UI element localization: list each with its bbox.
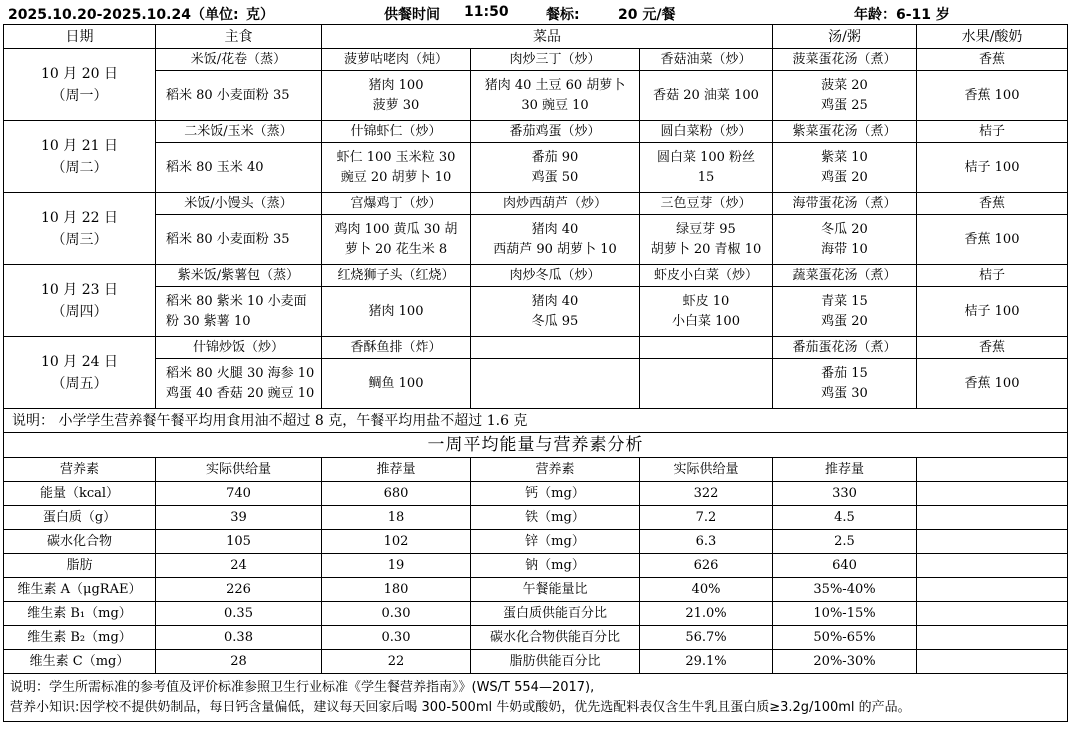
- soup-qty-line: 冬瓜 20: [821, 221, 868, 237]
- soup-name: 番茄蛋花汤（煮）: [773, 337, 917, 359]
- nutrient-cell: 锌（mg）: [471, 530, 640, 554]
- day-name-row: [4, 265, 1068, 287]
- nutrient-cell: 322: [640, 482, 773, 506]
- dish3-qty: [640, 287, 773, 337]
- nutrient-cell: 2.5: [773, 530, 917, 554]
- meal-price: 20 元/餐: [618, 7, 676, 23]
- nutrient-header-row: [4, 458, 1068, 482]
- soup-name: 紫菜蛋花汤（煮）: [773, 121, 917, 143]
- nutrient-cell: 维生素 B₂（mg）: [4, 626, 156, 650]
- day-date: [4, 49, 156, 121]
- empty-cell: [917, 506, 1068, 530]
- staple-qty: 稻米 80 玉米 40: [156, 143, 322, 193]
- soup-qty-line: 鸡蛋 25: [821, 97, 868, 113]
- nutrient-cell: 脂肪供能百分比: [471, 650, 640, 674]
- analysis-title: 一周平均能量与营养素分析: [4, 433, 1068, 458]
- dish2-qty-line: 西葫芦 90 胡萝卜 10: [493, 241, 617, 257]
- nutrient-row: [4, 578, 1068, 602]
- day-qty-row: [4, 215, 1068, 265]
- dish3-qty: [640, 143, 773, 193]
- menu-header: [8, 4, 1063, 24]
- footer-standard-note: 说明：学生所需标准的参考值及评价标准参照卫生行业标准《学生餐营养指南》》(WS/T 554—2017),: [10, 679, 595, 695]
- empty-cell: [917, 626, 1068, 650]
- nutrient-cell: 330: [773, 482, 917, 506]
- dish2-qty-line: 猪肉 40 土豆 60 胡萝卜: [484, 77, 626, 93]
- soup-qty: [773, 143, 917, 193]
- dish2-qty: [471, 287, 640, 337]
- fruit-qty: 香蕉 100: [917, 359, 1068, 409]
- nutrient-cell: 39: [156, 506, 322, 530]
- nutrient-row: [4, 650, 1068, 674]
- dish2-name: 肉炒冬瓜（炒）: [471, 265, 640, 287]
- fruit-qty: 桔子 100: [917, 143, 1068, 193]
- dish2-qty-line: 冬瓜 95: [531, 313, 579, 329]
- soup-qty-line: 海带 10: [821, 241, 868, 257]
- dish1-qty-line: 豌豆 20 胡萝卜 10: [340, 169, 452, 185]
- weekday-text: （周四）: [51, 303, 108, 320]
- meal-price-label: 餐标:: [546, 7, 580, 23]
- dish1-qty-line: 萝卜 20 花生米 8: [344, 241, 448, 257]
- nutrient-header: 实际供给量: [640, 458, 773, 482]
- dish1-qty: [322, 359, 471, 409]
- nutrient-cell: 626: [640, 554, 773, 578]
- soup-qty-line: 青菜 15: [821, 293, 868, 309]
- nutrient-cell: 钙（mg）: [471, 482, 640, 506]
- dish2-qty: [471, 359, 640, 409]
- age-range: 年龄：6-11 岁: [854, 7, 950, 23]
- empty-cell: [917, 458, 1068, 482]
- staple-name: 紫米饭/紫薯包（蒸）: [156, 265, 322, 287]
- soup-qty: [773, 215, 917, 265]
- dish3-qty-line: 胡萝卜 20 青椒 10: [650, 241, 762, 257]
- soup-qty-line: 番茄 15: [821, 365, 868, 381]
- nutrient-cell: 50%-65%: [773, 626, 917, 650]
- nutrient-cell: 0.38: [156, 626, 322, 650]
- dish1-qty: [322, 287, 471, 337]
- serving-time: 11:50: [464, 4, 509, 20]
- fruit-qty: 香蕉 100: [917, 71, 1068, 121]
- nutrient-cell: 维生素 B₁（mg）: [4, 602, 156, 626]
- nutrient-cell: 19: [322, 554, 471, 578]
- col-date: 日期: [4, 25, 156, 49]
- soup-qty-line: 鸡蛋 20: [821, 169, 868, 185]
- fruit-name: 桔子: [917, 265, 1068, 287]
- day-name-row: [4, 49, 1068, 71]
- fruit-name: 香蕉: [917, 193, 1068, 215]
- dish3-qty: [640, 215, 773, 265]
- empty-cell: [917, 530, 1068, 554]
- nutrient-cell: 22: [322, 650, 471, 674]
- dish3-qty-line: 香菇 20 油菜 100: [653, 87, 759, 103]
- dish1-qty-line: 鸡肉 100 黄瓜 30 胡: [334, 221, 458, 237]
- staple-name: 米饭/小馒头（蒸）: [156, 193, 322, 215]
- empty-cell: [917, 650, 1068, 674]
- nutrient-cell: 能量（kcal）: [4, 482, 156, 506]
- weekday-text: （周一）: [51, 87, 108, 104]
- nutrient-cell: 28: [156, 650, 322, 674]
- dish2-name: 番茄鸡蛋（炒）: [471, 121, 640, 143]
- nutrient-cell: 40%: [640, 578, 773, 602]
- fruit-name: 桔子: [917, 121, 1068, 143]
- nutrient-cell: 0.30: [322, 626, 471, 650]
- date-text: 10 月 24 日: [41, 353, 118, 370]
- dish3-qty-line: 小白菜 100: [672, 313, 740, 329]
- day-qty-row: [4, 143, 1068, 193]
- nutrient-cell: 56.7%: [640, 626, 773, 650]
- nutrient-cell: 20%-30%: [773, 650, 917, 674]
- dish2-qty: [471, 143, 640, 193]
- soup-qty: [773, 359, 917, 409]
- fruit-qty: 桔子 100: [917, 287, 1068, 337]
- fruit-name: 香蕉: [917, 49, 1068, 71]
- dish3-qty-line: 虾皮 10: [682, 293, 730, 309]
- soup-qty-line: 紫菜 10: [821, 149, 868, 165]
- date-text: 10 月 22 日: [41, 209, 118, 226]
- nutrient-cell: 29.1%: [640, 650, 773, 674]
- dish2-name: 肉炒西葫芦（炒）: [471, 193, 640, 215]
- day-date: [4, 337, 156, 409]
- nutrient-cell: 蛋白质（g）: [4, 506, 156, 530]
- col-staple: 主食: [156, 25, 322, 49]
- col-fruit: 水果/酸奶: [917, 25, 1068, 49]
- nutrient-cell: 碳水化合物: [4, 530, 156, 554]
- dish3-qty-line: 绿豆芽 95: [676, 221, 736, 237]
- dish1-qty-line: 虾仁 100 玉米粒 30: [336, 149, 456, 165]
- fruit-name: 香蕉: [917, 337, 1068, 359]
- empty-cell: [917, 578, 1068, 602]
- soup-qty-line: 鸡蛋 30: [821, 385, 868, 401]
- dish1-name: 什锦虾仁（炒）: [322, 121, 471, 143]
- date-range: 2025.10.20-2025.10.24（单位:: [8, 7, 239, 23]
- nutrient-cell: 102: [322, 530, 471, 554]
- nutrient-cell: 640: [773, 554, 917, 578]
- nutrient-cell: 680: [322, 482, 471, 506]
- day-qty-row: [4, 287, 1068, 337]
- dish3-name: [640, 337, 773, 359]
- dish2-name: 肉炒三丁（炒）: [471, 49, 640, 71]
- weekday-text: （周三）: [51, 231, 108, 248]
- nutrient-cell: 蛋白质供能百分比: [471, 602, 640, 626]
- nutrient-cell: 维生素 C（mg）: [4, 650, 156, 674]
- dish1-name: 红烧狮子头（红烧）: [322, 265, 471, 287]
- dish2-name: [471, 337, 640, 359]
- dish1-qty-line: 猪肉 100: [368, 77, 424, 93]
- nutrient-cell: 24: [156, 554, 322, 578]
- dish1-name: 宫爆鸡丁（炒）: [322, 193, 471, 215]
- nutrient-cell: 0.35: [156, 602, 322, 626]
- dish3-name: 圆白菜粉（炒）: [640, 121, 773, 143]
- staple-qty: 稻米 80 小麦面粉 35: [156, 215, 322, 265]
- empty-cell: [917, 554, 1068, 578]
- dish1-qty: [322, 143, 471, 193]
- dish3-qty: [640, 71, 773, 121]
- nutrient-row: [4, 530, 1068, 554]
- col-soup: 汤/粥: [773, 25, 917, 49]
- dish3-qty: [640, 359, 773, 409]
- dish3-qty-line: 圆白菜 100 粉丝: [656, 149, 756, 165]
- nutrient-cell: 钠（mg）: [471, 554, 640, 578]
- nutrient-cell: 0.30: [322, 602, 471, 626]
- dish2-qty: [471, 215, 640, 265]
- day-qty-row: [4, 359, 1068, 409]
- dish1-name: 香酥鱼排（炸）: [322, 337, 471, 359]
- date-text: 10 月 20 日: [41, 65, 118, 82]
- date-text: 10 月 23 日: [41, 281, 118, 298]
- staple-name: 米饭/花卷（蒸）: [156, 49, 322, 71]
- nutrient-cell: 180: [322, 578, 471, 602]
- day-name-row: [4, 337, 1068, 359]
- dish2-qty-line: 鸡蛋 50: [531, 169, 579, 185]
- nutrient-row: [4, 602, 1068, 626]
- unit: 克）: [246, 7, 274, 23]
- nutrient-row: [4, 626, 1068, 650]
- footer-tip: 营养小知识:因学校不提供奶制品，每日钙含量偏低，建议每天回家后喝 300-500ml 牛奶或酸奶，优先选配料表仅含生牛乳且蛋白质≥3.2g/100ml 的产品。: [10, 699, 911, 715]
- nutrient-cell: 6.3: [640, 530, 773, 554]
- staple-qty: 稻米 80 火腿 30 海参 10 鸡蛋 40 香菇 20 豌豆 10: [156, 359, 322, 409]
- staple-qty: 稻米 80 小麦面粉 35: [156, 71, 322, 121]
- dish3-name: 三色豆芽（炒）: [640, 193, 773, 215]
- nutrient-cell: 105: [156, 530, 322, 554]
- nutrient-header: 推荐量: [322, 458, 471, 482]
- nutrient-cell: 18: [322, 506, 471, 530]
- nutrient-cell: 21.0%: [640, 602, 773, 626]
- dish2-qty: [471, 71, 640, 121]
- menu-header-row: [4, 25, 1068, 49]
- dish2-qty-line: 猪肉 40: [531, 293, 579, 309]
- soup-qty-line: 鸡蛋 20: [821, 313, 868, 329]
- staple-qty: 稻米 80 紫米 10 小麦面粉 30 紫薯 10: [156, 287, 322, 337]
- dish2-qty-line: 30 豌豆 10: [521, 97, 589, 113]
- dish3-name: 香菇油菜（炒）: [640, 49, 773, 71]
- oil-salt-note: 说明： 小学学生营养餐午餐平均用食用油不超过 8 克，午餐平均用盐不超过 1.6 克: [4, 409, 1068, 433]
- nutrient-header: 营养素: [4, 458, 156, 482]
- dish1-qty-line: 猪肉 100: [368, 303, 424, 319]
- nutrient-cell: 维生素 A（μgRAE）: [4, 578, 156, 602]
- nutrient-row: [4, 554, 1068, 578]
- dish3-name: 虾皮小白菜（炒）: [640, 265, 773, 287]
- day-name-row: [4, 121, 1068, 143]
- nutrient-cell: 7.2: [640, 506, 773, 530]
- nutrient-cell: 226: [156, 578, 322, 602]
- nutrient-cell: 10%-15%: [773, 602, 917, 626]
- nutrient-cell: 740: [156, 482, 322, 506]
- nutrient-cell: 碳水化合物供能百分比: [471, 626, 640, 650]
- dish2-qty-line: 番茄 90: [531, 149, 579, 165]
- dish1-qty-line: 鲷鱼 100: [368, 375, 424, 391]
- footer-notes: [4, 674, 1068, 722]
- nutrient-header: 实际供给量: [156, 458, 322, 482]
- soup-qty: [773, 287, 917, 337]
- soup-name: 菠菜蛋花汤（煮）: [773, 49, 917, 71]
- date-text: 10 月 21 日: [41, 137, 118, 154]
- weekday-text: （周五）: [51, 375, 108, 392]
- dish1-qty: [322, 71, 471, 121]
- nutrient-row: [4, 506, 1068, 530]
- day-date: [4, 121, 156, 193]
- nutrient-cell: 35%-40%: [773, 578, 917, 602]
- nutrient-cell: 4.5: [773, 506, 917, 530]
- day-name-row: [4, 193, 1068, 215]
- serving-time-label: 供餐时间: [384, 7, 440, 23]
- nutrient-row: [4, 482, 1068, 506]
- soup-name: 蔬菜蛋花汤（煮）: [773, 265, 917, 287]
- menu-table: [3, 24, 1068, 722]
- dish2-qty-line: 猪肉 40: [531, 221, 579, 237]
- empty-cell: [917, 602, 1068, 626]
- day-date: [4, 193, 156, 265]
- soup-name: 海带蛋花汤（煮）: [773, 193, 917, 215]
- weekday-text: （周二）: [51, 159, 108, 176]
- nutrient-cell: 铁（mg）: [471, 506, 640, 530]
- staple-name: 二米饭/玉米（蒸）: [156, 121, 322, 143]
- fruit-qty: 香蕉 100: [917, 215, 1068, 265]
- soup-qty: [773, 71, 917, 121]
- dish3-qty-line: 15: [697, 169, 715, 185]
- day-qty-row: [4, 71, 1068, 121]
- nutrient-header: 推荐量: [773, 458, 917, 482]
- empty-cell: [917, 482, 1068, 506]
- dish1-qty-line: 菠萝 30: [372, 97, 420, 113]
- nutrient-header: 营养素: [471, 458, 640, 482]
- nutrient-cell: 午餐能量比: [471, 578, 640, 602]
- col-dishes: 菜品: [322, 25, 773, 49]
- soup-qty-line: 菠菜 20: [821, 77, 868, 93]
- nutrient-cell: 脂肪: [4, 554, 156, 578]
- day-date: [4, 265, 156, 337]
- dish1-qty: [322, 215, 471, 265]
- dish1-name: 菠萝咕咾肉（炖）: [322, 49, 471, 71]
- staple-name: 什锦炒饭（炒）: [156, 337, 322, 359]
